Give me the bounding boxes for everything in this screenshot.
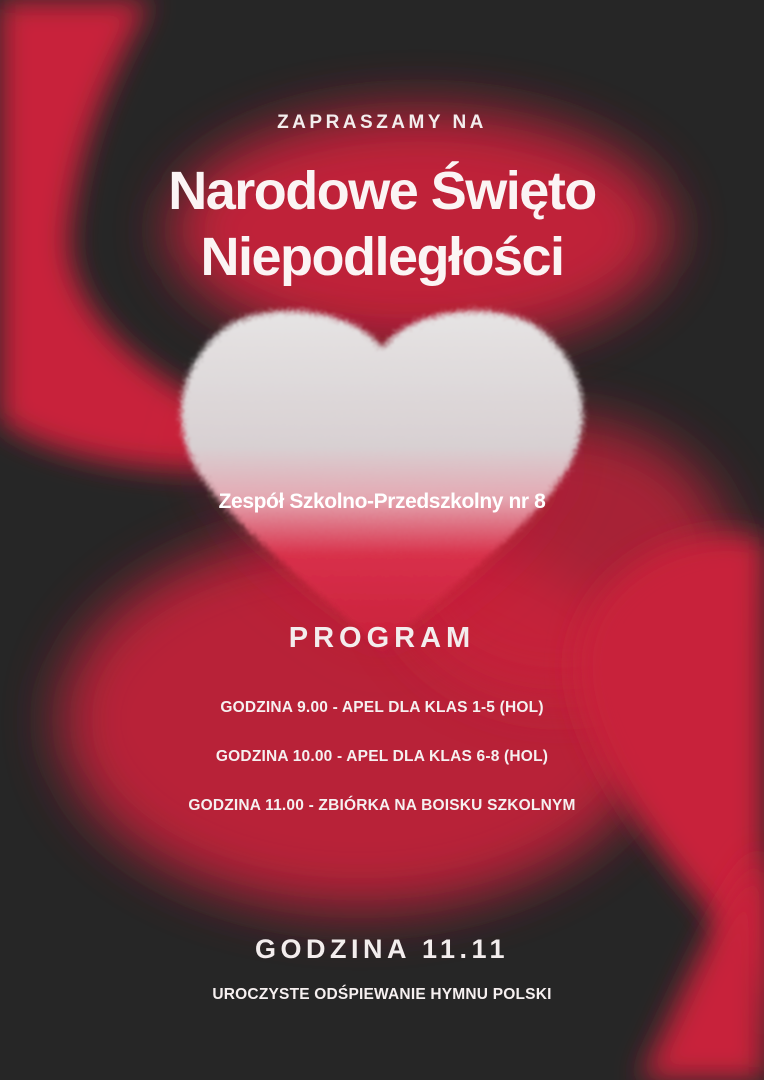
program-item: GODZINA 10.00 - APEL DLA KLAS 6-8 (HOL) <box>215 748 549 765</box>
event-title <box>0 158 764 290</box>
program-item: GODZINA 9.00 - APEL DLA KLAS 1-5 (HOL) <box>220 699 544 716</box>
invite-text: ZAPRASZAMY NA <box>277 112 487 133</box>
program-item: GODZINA 11.00 - ZBIÓRKA NA BOISKU SZKOLNYM <box>188 797 576 814</box>
anthem-time: GODZINA 11.11 <box>254 934 510 964</box>
event-title-line-2: Niepodległości <box>200 227 564 287</box>
program-heading: PROGRAM <box>288 622 476 654</box>
event-title-line-1: Narodowe Święto <box>168 161 596 221</box>
school-name: Zespół Szkolno-Przedszkolny nr 8 <box>218 490 546 513</box>
anthem-text: UROCZYSTE ODŚPIEWANIE HYMNU POLSKI <box>212 986 552 1003</box>
